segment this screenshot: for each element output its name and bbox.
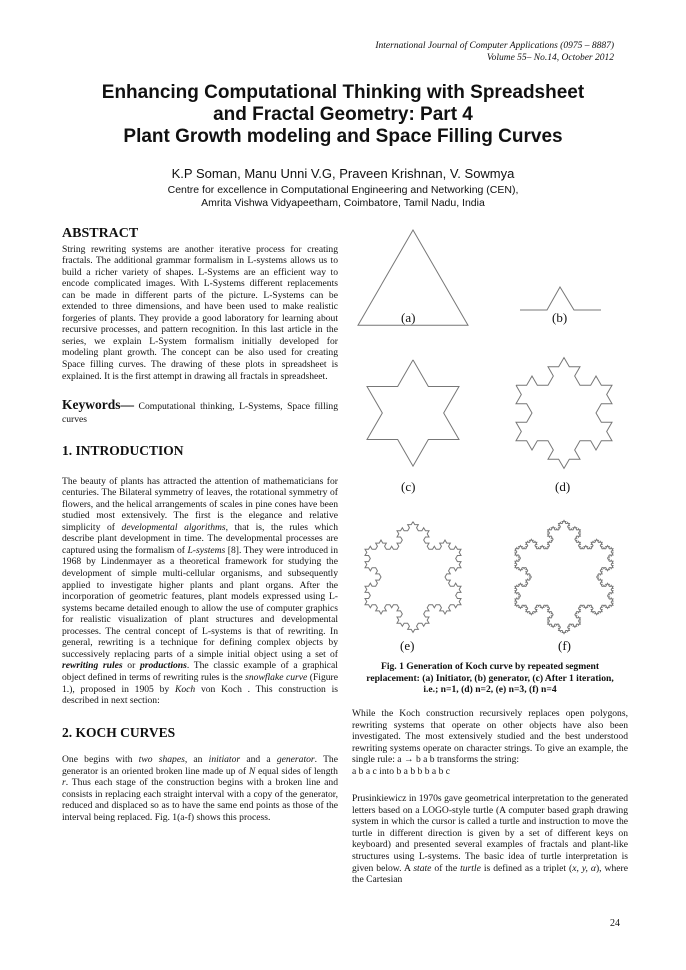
figure-label-a: (a) bbox=[401, 310, 416, 325]
affiliation: Centre for excellence in Computational Engineering and Networking (CEN), Amrita Vishwa Vidyapeetham, Coimbatore, Tamil Nadu, India bbox=[167, 184, 519, 209]
figure-label-b: (b) bbox=[552, 310, 568, 325]
koch-iteration-4 bbox=[515, 520, 613, 633]
keywords-label: Keywords bbox=[62, 397, 121, 413]
figure-label-d: (d) bbox=[555, 479, 571, 494]
koch-figure bbox=[352, 225, 642, 665]
abstract-text: String rewriting systems are another iterative process for creating fractals. The additional grammar formalism in L-systems allows us to build a richer variety of shapes. L-Systems are an efficient way to encode complicated images. With L-Systems different replacements can be made in different parts of the picture. L-Systems can be extended to three dimensions, and have been used to make realistic forgeries of plants. They provide a good laboratory for learning about recursive processes, and pattern recognition. In this last article in the series, we explain L-System formalism initially developed for modeling plant growth. The concept can be also used for creating Space filling curves. The drawing of these plots in spreadsheet is explained. It is the first attempt in drawing all fractals in spreadsheet. bbox=[62, 243, 338, 382]
figure-label-c: (c) bbox=[401, 479, 416, 494]
koch-text: One begins with two shapes, an initiator and a generator. The generator is an oriented broken line made up of N equal sides of length r. Thus each stage of the construction begins with a broken line and consists in replacing each straight interval with a copy of the generator, reduced and displaced so as to have the same end points as those of the interval being replaced. Fig. 1(a-f) shows this process. bbox=[62, 754, 338, 823]
keywords: Keywords— Computational thinking, L-Systems, Space filling curves bbox=[62, 397, 338, 426]
turtle-paragraph: Prusinkiewicz in 1970s gave geometrical interpretation to the generated letters based on a LOGO-style turtle (A computer based graph drawing system in which the cursor is called a turtle and instruction to move the turtle in different direction is given by a set of different keys on keyboard) and presented several examples of fractals and plant-like structures using L-systems. The basic idea of turtle interpretation is given below. A state of the turtle is defined as a triplet (x, y, α), where the Cartesian bbox=[352, 793, 628, 886]
koch-iteration-2 bbox=[516, 358, 612, 469]
figure-caption: Fig. 1 Generation of Koch curve by repeated segment replacement: (a) Initiator, (b) generator, (c) After 1 iteration, i.e.; n=1, (d) n=2, (e) n=3, (f) n=4 bbox=[366, 661, 614, 695]
figure-label-f: (f) bbox=[558, 638, 571, 653]
intro-heading: 1. INTRODUCTION bbox=[62, 443, 184, 459]
journal-volume: Volume 55– No.14, October 2012 bbox=[486, 53, 614, 63]
journal-name: International Journal of Computer Applications (0975 – 8887) bbox=[375, 41, 614, 51]
authors: K.P Soman, Manu Unni V.G, Praveen Krishnan, V. Sowmya bbox=[171, 166, 515, 181]
koch-iteration-3 bbox=[365, 522, 461, 633]
intro-text: The beauty of plants has attracted the attention of mathematicians for centuries. The Bilateral symmetry of leaves, the rotational symmetry of flowers, and the helical arrangements of scales in pine cones have been studied most extensively. The first is the elegance and relative simplicity of developmental algorithms, that is, the rules which describe plant development in time. The developmental processes are captured using the formalism of L-systems [8]. They were introduced in 1968 by Lindenmayer as a theoretical framework for studying the development of simple multi-cellular organisms, and subsequently applied to investigate higher plants and plant organs. After the incorporation of geometric features, plant models expressed using L-systems became detailed enough to allow the use of computer graphics for realistic visualization of plant structures and developmental processes. The central concept of L-systems is that of rewriting. In general, rewriting is a technique for defining complex objects by successively replacing parts of a simple initial object using a set of rewriting rules or productions. The classic example of a graphical object defined in terms of rewriting rules is the snowflake curve (Figure 1.), proposed in 1905 by Koch von Koch . This construction is described in next section: bbox=[62, 475, 339, 707]
keywords-text: Computational thinking, L-Systems, Space filling curves bbox=[62, 401, 338, 426]
rewriting-example: a b a c into b a b b b a b c bbox=[352, 765, 451, 777]
koch-iteration-1 bbox=[367, 360, 459, 466]
page-number: 24 bbox=[610, 918, 620, 929]
figure-label-e: (e) bbox=[400, 638, 415, 653]
journal-header bbox=[375, 40, 614, 64]
paper-title: Enhancing Computational Thinking with Spreadsheet and Fractal Geometry: Part 4 Plant Growth modeling and Space Filling Curves bbox=[101, 82, 585, 147]
left-column bbox=[62, 228, 338, 823]
koch-heading: 2. KOCH CURVES bbox=[62, 724, 176, 740]
right-column bbox=[352, 708, 628, 886]
rewriting-paragraph: While the Koch construction recursively replaces open polygons, rewriting systems that operate on other objects have also been investigated. The most extensively studied and the best understood rewriting systems operate on character strings. To give an example, the single rule: a → b a b transforms the string: bbox=[352, 708, 628, 766]
abstract-heading: ABSTRACT bbox=[62, 226, 139, 241]
koch-generator bbox=[520, 287, 601, 310]
